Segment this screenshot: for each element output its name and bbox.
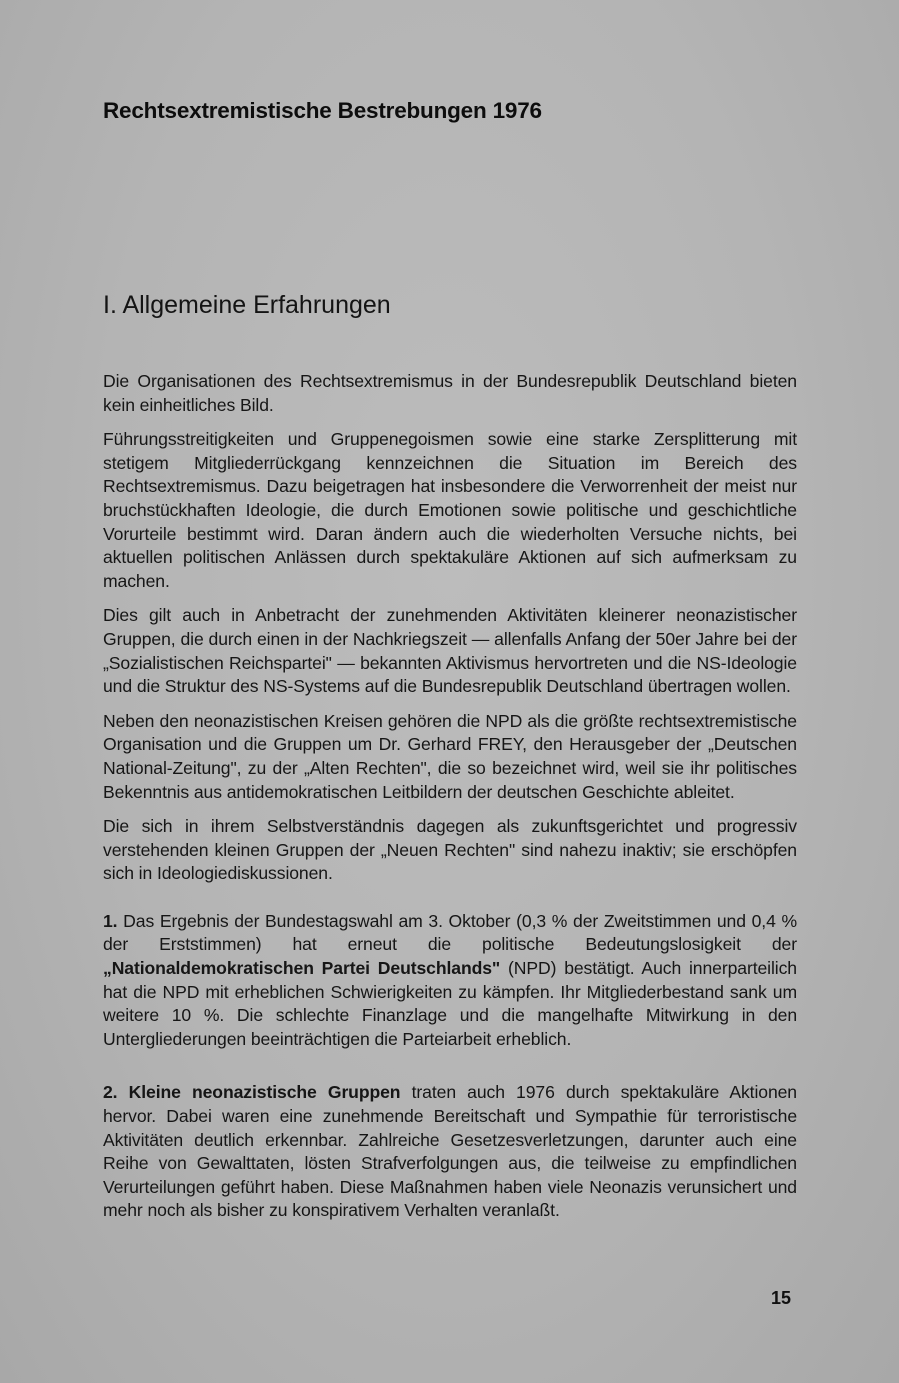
item-1-text-b: (NPD) bestätigt. Auch innerparteilich hat die NPD mit erheblichen Schwierigkeiten zu kämpfen. Ihr Mitgliederbestand sank um weitere 10 %. Die schlechte Finanzlage und die mangelhafte Mitwirkung in den Untergliederungen beeinträchtigen die Parteiarbeit erheblich. — [103, 958, 797, 1049]
item-1-party-name: „Nationaldemokratischen Partei Deutschlands" — [103, 958, 501, 979]
item-2-text: traten auch 1976 durch spektakuläre Aktionen hervor. Dabei waren eine zunehmende Bereitschaft und Sympathie für terroristische Aktivitäten deutlich erkennbar. Zahlreiche Gesetzesverletzungen, darunter auch eine Reihe von Gewalttaten, lösten Strafverfolgungen aus, die teilweise zu empfindlichen Verurteilungen geführt haben. Diese Maßnahmen haben viele Neonazis verunsichert und mehr noch als bisher zu konspirativem Verhalten veranlaßt. — [103, 1082, 797, 1221]
paragraph-neonazi-groups: Dies gilt auch in Anbetracht der zunehmenden Aktivitäten kleinerer neonazistischer Gruppen, die durch einen in der Nachkriegszeit — allenfalls Anfang der 50er Jahre bei der „Sozialistischen Reichspartei" — bekannten Aktivismus hervortreten und die NS-Ideologie und die Struktur des NS-Systems auf die Bundesrepublik Deutschland übertragen wollen. — [103, 605, 797, 697]
paragraph-old-right: Neben den neonazistischen Kreisen gehören die NPD als die größte rechtsextremistische Organisation und die Gruppen um Dr. Gerhard FREY, den Herausgeber der „Deutschen National-Zeitung", zu der „Alten Rechten", die so bezeichnet wird, weil sie ihr politisches Bekenntnis aus antidemokratischen Leitbildern der deutschen Geschichte ableitet. — [103, 710, 797, 802]
numbered-item-2 — [103, 1081, 797, 1223]
paragraph-intro: Die Organisationen des Rechtsextremismus in der Bundesrepublik Deutschland bieten kein einheitliches Bild. — [103, 371, 797, 415]
item-2-bold-lead: Kleine neonazistische Gruppen — [117, 1082, 401, 1103]
numbered-item-1 — [103, 910, 797, 1052]
body-text — [103, 370, 797, 1234]
paragraph-leadership: Führungsstreitigkeiten und Gruppenegoismen sowie eine starke Zersplitterung mit stetigem Mitgliederrückgang kennzeichnen die Situation im Bereich des Rechtsextremismus. Dazu beigetragen hat insbesondere die Verworrenheit der meist nur bruchstückhaften Ideologie, die durch Emotionen sowie politische und geschichtliche Vorurteile bestimmt wird. Daran ändern auch die wiederholten Versuche nichts, bei aktuellen politischen Anlässen durch spektakuläre Aktionen auf sich aufmerksam zu machen. — [103, 429, 797, 591]
item-1-text-a: Das Ergebnis der Bundestagswahl am 3. Oktober (0,3 % der Zweitstimmen und 0,4 % der Erststimmen) hat erneut die politische Bedeutungslosigkeit der — [103, 910, 797, 955]
item-1-number: 1. — [103, 910, 118, 931]
item-2-number: 2. — [103, 1082, 118, 1103]
section-heading: I. Allgemeine Erfahrungen — [103, 291, 391, 319]
paragraph-new-right: Die sich in ihrem Selbstverständnis dagegen als zukunftsgerichtet und progressiv verstehenden kleinen Gruppen der „Neuen Rechten" sind nahezu inaktiv; sie erschöpfen sich in Ideologiediskussionen. — [103, 816, 797, 884]
document-title: Rechtsextremistische Bestrebungen 1976 — [103, 98, 542, 123]
page-number: 15 — [771, 1288, 792, 1308]
